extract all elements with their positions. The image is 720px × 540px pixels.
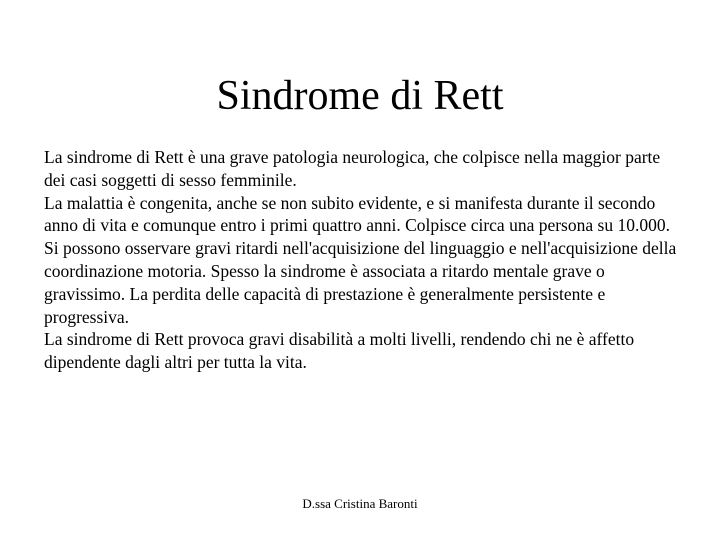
paragraph-rest: è una grave patologia neurologica, che colpisce nella maggior parte dei casi soggetti di sesso femminile. <box>44 147 661 190</box>
syndrome-name-emphasis: sindrome di Rett <box>66 147 184 167</box>
paragraph-onset: La malattia è congenita, anche se non subito evidente, e si manifesta durante il secondo anno di vita e comunque entro i primi quattro anni. Colpisce circa una persona su 10.000. <box>44 192 670 236</box>
paragraph-lead: La <box>44 147 67 167</box>
slide-title: Sindrome di Rett <box>216 73 504 119</box>
paragraph-consequences: La sindrome di Rett provoca gravi disabilità a molti livelli, rendendo chi ne è affetto dipendente dagli altri per tutta la vita. <box>44 329 635 373</box>
paragraph-definition <box>44 146 684 192</box>
slide-footer-author: D.ssa Cristina Baronti <box>302 496 418 511</box>
paragraph-symptoms: Si possono osservare gravi ritardi nell'acquisizione del linguaggio e nell'acquisizione della coordinazione motoria. Spesso la sindrome è associata a ritardo mentale grave o gravissimo. La perdita delle capacità di prestazione è generalmente persistente e progressiva. <box>44 238 677 327</box>
slide-body <box>44 146 684 374</box>
